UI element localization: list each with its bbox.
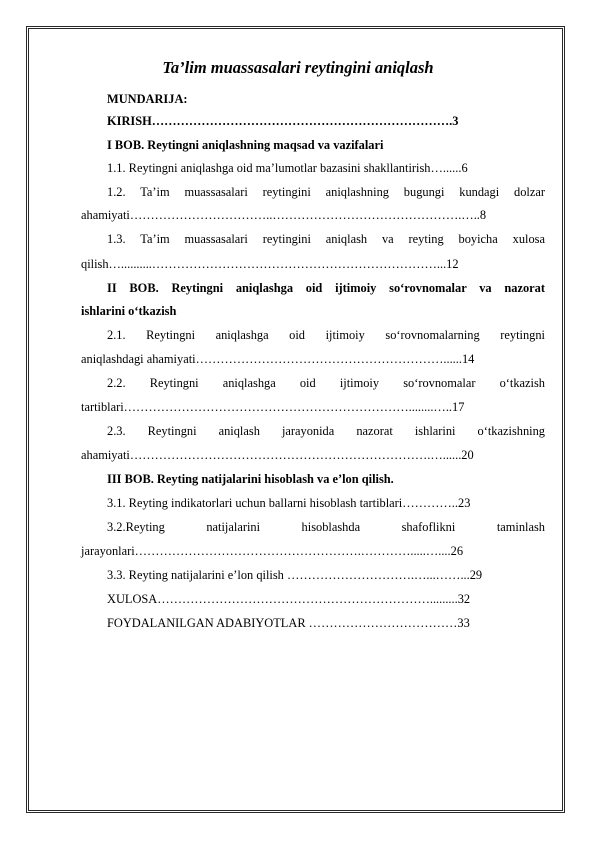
toc-entry-2-2-cont: tartiblari……………………………………………………………........…..17	[81, 400, 465, 414]
toc-entry-3-2: 3.2.Reyting natijalarini hisoblashda shafoflikni taminlash	[107, 520, 545, 534]
toc-entry-kirish: KIRISH……………………………………………………………….3	[107, 114, 459, 128]
toc-chapter-1: I BOB. Reytingni aniqlashning maqsad va vazifalari	[107, 138, 384, 152]
toc-entry-2-2: 2.2. Reytingni aniqlashga oid ijtimoiy so‘rovnomalar o‘tkazish	[107, 376, 545, 390]
contents-heading: MUNDARIJA:	[107, 92, 188, 106]
toc-entry-3-3: 3.3. Reyting natijalarini e’lon qilish ………………………….…...……...29	[107, 568, 483, 582]
toc-entry-2-3-cont: ahamiyati……………………………………………………………….…......20	[81, 448, 474, 462]
page-title: Ta’lim muassasalari reytingini aniqlash	[162, 58, 434, 77]
toc-entry-xulosa: XULOSA………………………………………………………….........32	[107, 592, 471, 606]
toc-entry-2-1: 2.1. Reytingni aniqlashga oid ijtimoiy so‘rovnomalarning reytingni	[107, 328, 545, 342]
toc-entry-1-3-cont: qilish…..........……………………………………………………………...12	[81, 257, 459, 271]
toc-entry-1-2: 1.2. Ta’im muassasalari reytingini aniqlashning bugungi kundagi dolzar	[107, 185, 545, 199]
toc-entry-1-1: 1.1. Reytingni aniqlashga oid ma’lumotlar bazasini shakllantirish…......6	[107, 161, 468, 175]
toc-entry-2-3: 2.3. Reytingni aniqlash jarayonida nazorat ishlarini o‘tkazishning	[107, 424, 545, 438]
toc-entry-1-3: 1.3. Ta’im muassasalari reytingini aniqlash va reyting boyicha xulosa	[107, 232, 545, 246]
toc-chapter-2: II BOB. Reytingni aniqlashga oid ijtimoiy so‘rovnomalar va nazorat	[107, 281, 545, 295]
toc-entry-adabiyotlar: FOYDALANILGAN ADABIYOTLAR ………………………………33	[107, 616, 470, 630]
toc-chapter-3: III BOB. Reyting natijalarini hisoblash va e’lon qilish.	[107, 472, 394, 486]
toc-entry-3-2-cont: jarayonlari……………………………………………….………….....…....26	[81, 544, 464, 558]
toc-entry-1-2-cont: ahamiyati……………………………..……………………………………….…..8	[81, 208, 487, 222]
toc-entry-2-1-cont: aniqlashdagi ahamiyati……………………………………………………......14	[81, 352, 475, 366]
toc-chapter-2-cont: ishlarini o‘tkazish	[81, 304, 177, 318]
toc-entry-3-1: 3.1. Reyting indikatorlari uchun ballarni hisoblash tartiblari…………..23	[107, 496, 471, 510]
